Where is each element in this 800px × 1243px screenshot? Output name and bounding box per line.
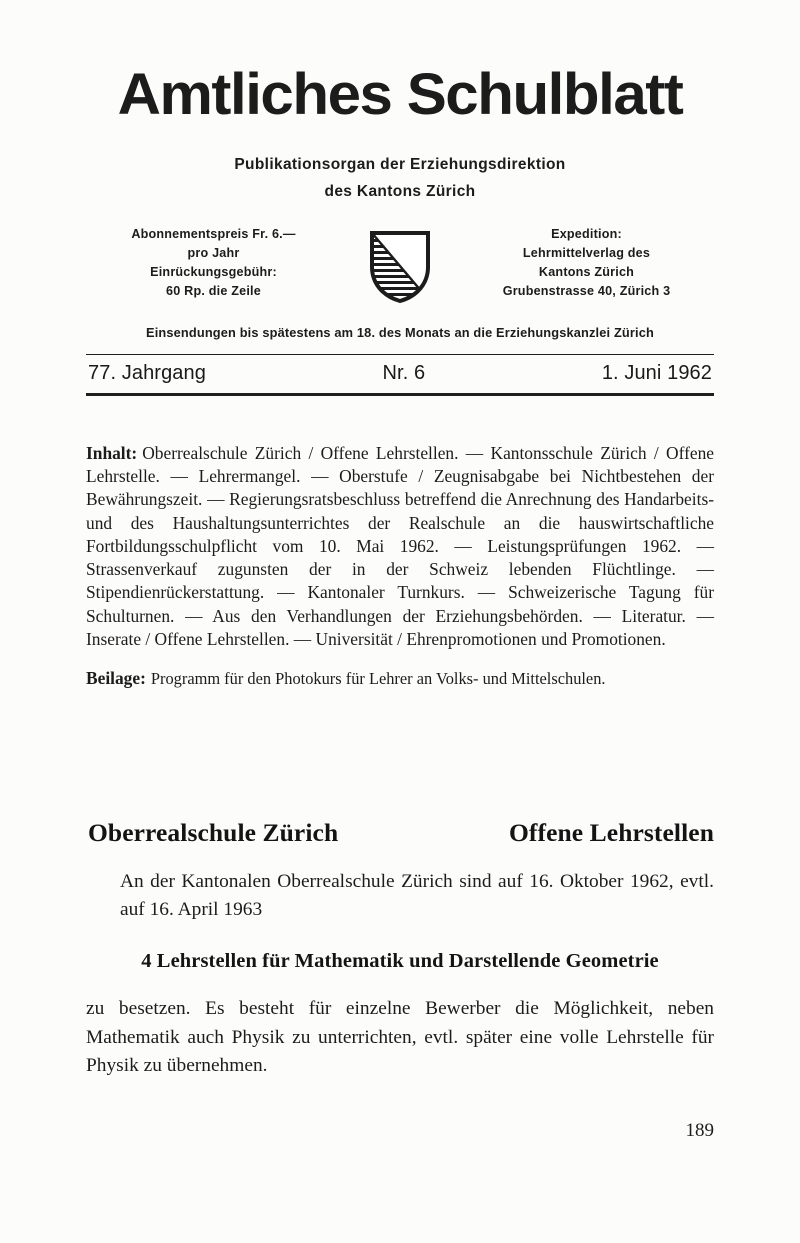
publisher-canton: Kantons Zürich — [538, 265, 635, 280]
masthead-subtitle-line1: Publikationsorgan der Erziehungsdirektion — [234, 156, 566, 173]
subscription-period: pro Jahr — [187, 246, 240, 261]
article-heading-vacancies: Offene Lehrstellen — [508, 818, 714, 848]
submission-notice: Einsendungen bis spätestens am 18. des Monats an die Erziehungskanzlei Zürich — [146, 325, 654, 340]
subscription-price: Abonnementspreis Fr. 6.— — [131, 227, 296, 241]
article-closing-paragraph: zu besetzen. Es besteht für einzelne Bewerber die Möglichkeit, neben Mathematik auch Physik zu unterrichten, evtl. später eine volle Lehrstelle für Physik zu übernehmen. — [86, 998, 714, 1076]
insertion-fee-label: Einrückungsgebühr: — [150, 265, 277, 280]
supplement-line — [86, 667, 714, 690]
supplement-text: Programm für den Photokurs für Lehrer an Volks- und Mittelschulen. — [150, 669, 606, 689]
crest-container — [361, 225, 439, 305]
table-of-contents — [86, 442, 714, 651]
toc-text: Oberrealschule Zürich / Offene Lehrstellen. — Kantonsschule Zürich / Offene Lehrstelle. — Lehrermangel. — Oberstufe / Zeugnisabgabe bei Nichtbestehen der Bewährungszeit. — Regierungsratsbeschluss betreffend die Anrechnung des Handarbeits- und des Haushaltungsunterrichtes der Realschule an die hauswirtschaftliche Fortbildungsschulpflicht vom 10. Mai 1962. — Leistungsprüfungen 1962. — Strassenverkauf zugunsten der in der Schweiz lebenden Flüchtlinge. — Stipendienrückerstattung. — Kantonaler Turnkurs. — Schweizerische Tagung für Schulturnen. — Aus den Verhandlungen der Erziehungsbehörden. — Literatur. — Inserate / Offene Lehrstellen. — Universität / Ehrenpromotionen und Promotionen. — [86, 443, 714, 649]
masthead-subtitle-line2: des Kantons Zürich — [324, 183, 476, 200]
issue-number: Nr. 6 — [382, 362, 426, 384]
expedition-info — [453, 225, 714, 302]
supplement-label: Beilage: — [86, 668, 146, 689]
expedition-label: Expedition: — [551, 227, 622, 241]
issue-bar — [86, 354, 714, 396]
issue-volume: 77. Jahrgang — [88, 362, 206, 384]
publisher-name: Lehrmittelverlag des — [522, 246, 651, 261]
article-intro-paragraph: An der Kantonalen Oberrealschule Zürich sind auf 16. Oktober 1962, evtl. auf 16. April 1963 — [120, 871, 714, 921]
page-number: 189 — [685, 1120, 714, 1141]
toc-label: Inhalt: — [86, 443, 138, 463]
insertion-fee-rate: 60 Rp. die Zeile — [166, 284, 261, 299]
issue-date: 1. Juni 1962 — [601, 362, 712, 384]
article-heading-school: Oberrealschule Zürich — [88, 818, 339, 848]
issue-row — [86, 355, 714, 392]
positions-heading: 4 Lehrstellen für Mathematik und Darstellende Geometrie — [141, 950, 659, 973]
masthead-title: Amtliches Schulblatt — [117, 62, 683, 127]
subscription-info — [86, 225, 347, 302]
masthead-info-strip — [86, 225, 714, 305]
article-headings — [86, 818, 714, 848]
issue-rule-bottom — [86, 393, 714, 396]
zurich-coat-of-arms-icon — [367, 227, 433, 305]
page-content — [86, 0, 714, 1080]
publisher-address: Grubenstrasse 40, Zürich 3 — [502, 284, 671, 299]
